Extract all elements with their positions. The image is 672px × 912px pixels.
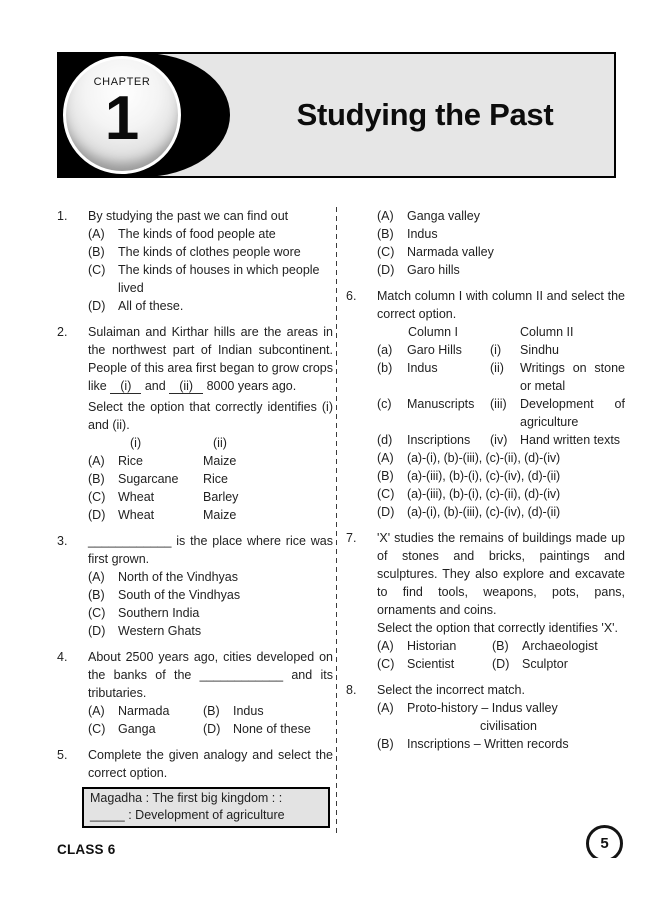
option-label: (D) xyxy=(492,657,510,671)
question-number: 3. xyxy=(57,534,68,548)
chapter-label: CHAPTER xyxy=(93,76,151,88)
column-i-value: Garo Hills xyxy=(407,343,462,357)
option-text: Southern India xyxy=(118,606,200,620)
question-body xyxy=(377,681,625,753)
question-text: Match column I with column II and select the correct option. xyxy=(377,289,625,321)
option-label: (B) xyxy=(88,472,105,486)
subcolumn-header-ii: (ii) xyxy=(213,436,227,450)
question-number-spacer xyxy=(346,207,377,279)
chapter-circle xyxy=(63,56,181,174)
analogy-line-2: _____ : Development of agriculture xyxy=(90,808,285,822)
match-row-b xyxy=(377,359,625,395)
question-2 xyxy=(57,323,333,524)
option-d xyxy=(377,261,625,279)
column-ii-header: Column II xyxy=(520,325,574,339)
option-label: (C) xyxy=(88,606,106,620)
question-text: Complete the given analogy and select the correct option. xyxy=(88,748,333,780)
column-i-header: Column I xyxy=(408,325,459,339)
blank-i: (i) xyxy=(110,379,141,394)
option-grid xyxy=(377,637,625,673)
option-text: Sculptor xyxy=(522,657,568,671)
page-number-badge xyxy=(586,825,623,862)
option-b xyxy=(88,243,333,261)
column-ii-value: Development of agriculture xyxy=(520,397,625,429)
option-b xyxy=(88,586,333,604)
option-text: Narmada xyxy=(118,704,170,718)
option-label: (B) xyxy=(492,639,509,653)
question-text-part: is the place where rice was first grown. xyxy=(88,534,333,566)
page-number: 5 xyxy=(600,834,609,852)
option-label: (B) xyxy=(203,704,220,718)
column-i-value: Inscriptions xyxy=(407,433,471,447)
option-label: (C) xyxy=(88,263,106,277)
subcolumn-header-i: (i) xyxy=(130,436,142,450)
option-c xyxy=(88,261,333,297)
question-5 xyxy=(57,746,333,828)
option-label: (B) xyxy=(377,469,394,483)
option-d xyxy=(88,297,333,315)
option-label: (C) xyxy=(88,722,106,736)
option-d xyxy=(203,720,333,738)
question-text-part: 8000 years ago. xyxy=(206,379,297,393)
column-ii-value: Writings on stone or metal xyxy=(520,361,625,393)
question-columns xyxy=(57,207,625,836)
question-text xyxy=(88,323,333,395)
option-label: (C) xyxy=(377,487,395,501)
option-text: (a)-(i), (b)-(iii), (c)-(ii), (d)-(iv) xyxy=(407,451,561,465)
option-a xyxy=(88,452,333,470)
option-b xyxy=(377,467,625,485)
row-key: (b) xyxy=(377,361,393,375)
row-key: (ii) xyxy=(490,361,504,375)
question-4 xyxy=(57,648,333,738)
question-8 xyxy=(346,681,625,753)
option-d xyxy=(377,503,625,521)
option-text-line1: Proto-history – Indus valley xyxy=(407,701,558,715)
analogy-box xyxy=(82,787,330,828)
option-label: (A) xyxy=(377,209,394,223)
option-value-i: Rice xyxy=(118,454,144,468)
question-number: 2. xyxy=(57,325,68,339)
option-text: Western Ghats xyxy=(118,624,202,638)
question-6 xyxy=(346,287,625,521)
column-i-value: Manuscripts xyxy=(407,397,475,411)
option-label: (A) xyxy=(377,639,394,653)
subcolumn-headers xyxy=(88,434,333,452)
option-text: Inscriptions – Written records xyxy=(407,737,569,751)
option-b xyxy=(203,702,333,720)
option-text: Indus xyxy=(233,704,264,718)
option-label: (B) xyxy=(377,737,394,751)
option-label: (A) xyxy=(88,704,105,718)
option-d xyxy=(492,655,625,673)
option-label: (A) xyxy=(88,570,105,584)
row-key: (d) xyxy=(377,433,393,447)
left-column xyxy=(57,207,333,836)
question-body xyxy=(88,532,333,640)
option-label: (C) xyxy=(88,490,106,504)
option-b xyxy=(492,637,625,655)
question-body xyxy=(88,648,333,738)
question-text: 'X' studies the remains of buildings made up of stones and bricks, paintings and sculptures. They also explore and excavate to find tools, weapons, pots, pans, ornaments and coins. xyxy=(377,531,625,617)
question-body xyxy=(88,323,333,524)
option-c xyxy=(88,604,333,622)
question-body xyxy=(88,746,333,828)
option-grid xyxy=(88,702,333,738)
question-number: 5. xyxy=(57,748,68,762)
option-a xyxy=(377,699,625,735)
option-label: (D) xyxy=(377,263,395,277)
option-text: None of these xyxy=(233,722,311,736)
option-value-ii: Maize xyxy=(203,454,237,468)
option-label: (B) xyxy=(88,588,105,602)
question-7 xyxy=(346,529,625,673)
option-a xyxy=(377,207,625,225)
question-number: 1. xyxy=(57,209,68,223)
match-row-a xyxy=(377,341,625,359)
option-label: (C) xyxy=(377,245,395,259)
option-text: (a)-(iii), (b)-(i), (c)-(ii), (d)-(iv) xyxy=(407,487,561,501)
question-number: 8. xyxy=(346,683,357,697)
option-a xyxy=(88,702,203,720)
question-text: By studying the past we can find out xyxy=(88,209,289,223)
option-value-ii: Maize xyxy=(203,508,237,522)
question-text: About 2500 years ago, cities developed on the banks of the ____________ and its tributaries. xyxy=(88,650,333,700)
option-b xyxy=(377,225,625,243)
option-text: (a)-(iii), (b)-(i), (c)-(iv), (d)-(ii) xyxy=(407,469,561,483)
option-label: (A) xyxy=(377,451,394,465)
option-label: (A) xyxy=(377,701,394,715)
blank-ii: (ii) xyxy=(169,379,203,394)
option-text: The kinds of clothes people wore xyxy=(118,245,301,259)
question-3 xyxy=(57,532,333,640)
option-d xyxy=(88,622,333,640)
question-5-options xyxy=(346,207,625,279)
row-key: (a) xyxy=(377,343,393,357)
option-a xyxy=(377,449,625,467)
option-text: Garo hills xyxy=(407,263,460,277)
blank-line: ____________ xyxy=(88,534,172,548)
match-table-headers xyxy=(377,323,625,341)
option-c xyxy=(88,488,333,506)
option-value-i: Sugarcane xyxy=(118,472,179,486)
option-value-i: Wheat xyxy=(118,508,155,522)
option-label: (D) xyxy=(203,722,221,736)
option-text: Scientist xyxy=(407,657,455,671)
question-1 xyxy=(57,207,333,315)
option-label: (D) xyxy=(88,508,106,522)
option-text: Narmada valley xyxy=(407,245,494,259)
option-label: (D) xyxy=(377,505,395,519)
chapter-badge xyxy=(58,53,230,177)
option-text: The kinds of food people ate xyxy=(118,227,276,241)
page-title: Studying the Past xyxy=(296,97,554,132)
option-label: (A) xyxy=(88,227,105,241)
match-row-d xyxy=(377,431,625,449)
question-text xyxy=(88,532,333,568)
option-value-i: Wheat xyxy=(118,490,155,504)
option-text: All of these. xyxy=(118,299,184,313)
question-text: Select the incorrect match. xyxy=(377,683,525,697)
match-row-c xyxy=(377,395,625,431)
option-label: (D) xyxy=(88,624,106,638)
option-label: (C) xyxy=(377,657,395,671)
option-a xyxy=(377,637,492,655)
row-key: (iii) xyxy=(490,397,507,411)
option-text: Indus xyxy=(407,227,438,241)
option-text-line2: civilisation xyxy=(480,719,537,733)
option-text: Historian xyxy=(407,639,457,653)
option-a xyxy=(88,568,333,586)
option-b xyxy=(88,470,333,488)
class-label: CLASS 6 xyxy=(57,842,116,857)
question-body xyxy=(88,207,333,315)
question-body xyxy=(377,287,625,521)
column-i-value: Indus xyxy=(407,361,438,375)
row-key: (i) xyxy=(490,343,502,357)
analogy-line-1: Magadha : The first big kingdom : : xyxy=(90,791,283,805)
question-text-part: Sulaiman and Kirthar hills are the areas in the northwest part of Indian subcontinent. People of this area first began to grow crops like xyxy=(88,325,333,393)
question-number: 4. xyxy=(57,650,68,664)
option-label: (B) xyxy=(88,245,105,259)
question-body xyxy=(377,207,625,279)
option-label: (B) xyxy=(377,227,394,241)
option-label: (D) xyxy=(88,299,106,313)
option-label: (A) xyxy=(88,454,105,468)
option-text: Archaeologist xyxy=(522,639,598,653)
option-value-ii: Barley xyxy=(203,490,239,504)
option-text: The kinds of houses in which people lived xyxy=(118,263,320,295)
option-text: South of the Vindhyas xyxy=(118,588,241,602)
option-value-ii: Rice xyxy=(203,472,229,486)
column-ii-value: Hand written texts xyxy=(520,433,621,447)
option-text: North of the Vindhyas xyxy=(118,570,238,584)
option-text: Ganga valley xyxy=(407,209,480,223)
question-subtext: Select the option that correctly identifies (i) and (ii). xyxy=(88,400,333,432)
option-b xyxy=(377,735,625,753)
option-c xyxy=(377,243,625,261)
option-text: (a)-(i), (b)-(iii), (c)-(iv), (d)-(ii) xyxy=(407,505,561,519)
column-divider xyxy=(336,207,337,836)
question-number: 7. xyxy=(346,531,357,545)
option-c xyxy=(88,720,203,738)
chapter-number: 1 xyxy=(104,84,140,153)
row-key: (iv) xyxy=(490,433,508,447)
column-ii-value: Sindhu xyxy=(520,343,559,357)
option-text xyxy=(407,699,625,735)
option-c xyxy=(377,485,625,503)
option-text: Ganga xyxy=(118,722,156,736)
option-c xyxy=(377,655,492,673)
row-key: (c) xyxy=(377,397,392,411)
question-body xyxy=(377,529,625,673)
question-number: 6. xyxy=(346,289,357,303)
question-subtext: Select the option that correctly identifies 'X'. xyxy=(377,621,619,635)
option-a xyxy=(88,225,333,243)
option-d xyxy=(88,506,333,524)
right-column xyxy=(346,207,625,836)
question-text-part: and xyxy=(144,379,166,393)
chapter-banner xyxy=(57,52,616,178)
